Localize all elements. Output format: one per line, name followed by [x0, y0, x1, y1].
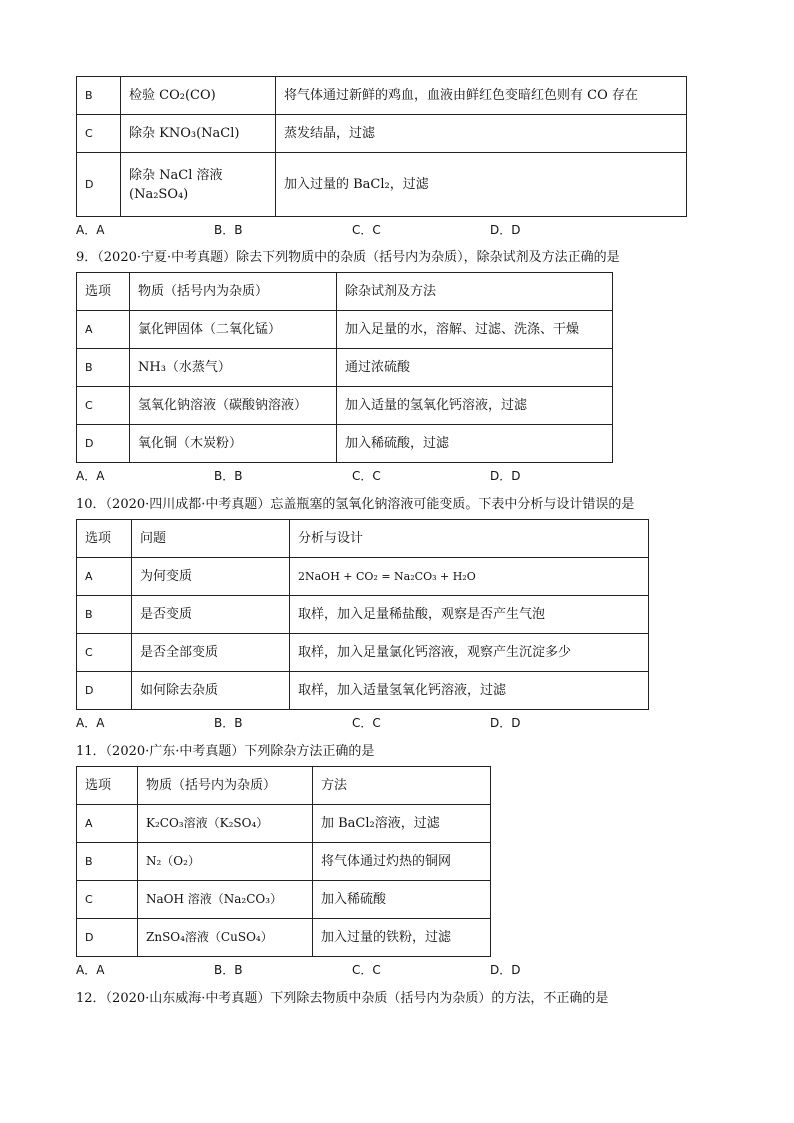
q9-table-block	[76, 272, 613, 463]
table-cell: 取样，加入适量氢氧化钙溶液，过滤	[290, 672, 649, 710]
table-cell: 加入稀硫酸，过滤	[337, 425, 613, 463]
option-c[interactable]: C．C	[352, 716, 381, 730]
table-header-cell: 物质（括号内为杂质）	[130, 273, 337, 311]
table-row	[77, 349, 613, 387]
table-cell: 将气体通过灼热的铜网	[313, 843, 491, 881]
table-header-cell: 物质（括号内为杂质）	[138, 767, 313, 805]
table-cell: 氧化铜（木炭粉）	[130, 425, 337, 463]
table-cell: 加入足量的水，溶解、过滤、洗涤、干燥	[337, 311, 613, 349]
table-header-cell: 方法	[313, 767, 491, 805]
table-cell: 氢氧化钠溶液（碳酸钠溶液）	[130, 387, 337, 425]
table-header-row	[77, 273, 613, 311]
table-cell: C	[77, 387, 130, 425]
option-b[interactable]: B．B	[214, 469, 243, 483]
table-row	[77, 843, 491, 881]
option-a[interactable]: A．A	[76, 469, 105, 483]
table-row	[77, 115, 687, 153]
option-c[interactable]: C．C	[352, 469, 381, 483]
table-cell: C	[77, 115, 121, 153]
option-a[interactable]: A．A	[76, 223, 105, 237]
table-cell: 通过浓硫酸	[337, 349, 613, 387]
option-d[interactable]: D．D	[490, 716, 521, 730]
table-header-cell: 选项	[77, 273, 130, 311]
q11-table-block	[76, 766, 491, 957]
table-cell: A	[77, 805, 138, 843]
option-c[interactable]: C．C	[352, 223, 381, 237]
table-cell: 检验 CO₂(CO)	[121, 77, 276, 115]
table-cell: NH₃（水蒸气）	[130, 349, 337, 387]
table-cell: 将气体通过新鲜的鸡血，血液由鲜红色变暗红色则有 CO 存在	[276, 77, 687, 115]
table-cell: 蒸发结晶，过滤	[276, 115, 687, 153]
table-header-cell: 选项	[77, 767, 138, 805]
table-row	[77, 596, 649, 634]
q10-table	[76, 519, 649, 710]
table-cell: B	[77, 596, 132, 634]
table-cell: B	[77, 843, 138, 881]
table-header-cell: 选项	[77, 520, 132, 558]
table-header-row	[77, 767, 491, 805]
table-header-cell: 分析与设计	[290, 520, 649, 558]
option-d[interactable]: D．D	[490, 963, 521, 977]
option-b[interactable]: B．B	[214, 223, 243, 237]
cell-line: (Na₂SO₄)	[129, 186, 189, 202]
table-cell: K₂CO₃溶液（K₂SO₄）	[138, 805, 313, 843]
table-row	[77, 77, 687, 115]
table-cell-multiline	[121, 153, 276, 217]
table-row	[77, 919, 491, 957]
table-cell: 氯化钾固体（二氧化锰）	[130, 311, 337, 349]
option-c[interactable]: C．C	[352, 963, 381, 977]
table-cell: 为何变质	[132, 558, 290, 596]
q11-stem: 11．（2020·广东·中考真题）下列除杂方法正确的是	[76, 744, 375, 759]
table-header-cell: 除杂试剂及方法	[337, 273, 613, 311]
table-row	[77, 634, 649, 672]
table-cell: 是否全部变质	[132, 634, 290, 672]
q11-options	[76, 961, 696, 977]
table-row	[77, 311, 613, 349]
option-d[interactable]: D．D	[490, 469, 521, 483]
table-cell: ZnSO₄溶液（CuSO₄）	[138, 919, 313, 957]
option-a[interactable]: A．A	[76, 716, 105, 730]
table-row	[77, 672, 649, 710]
table-cell: 加入适量的氢氧化钙溶液，过滤	[337, 387, 613, 425]
table-cell: C	[77, 634, 132, 672]
q10-options	[76, 714, 696, 730]
table-cell: 除杂 KNO₃(NaCl)	[121, 115, 276, 153]
table-cell: A	[77, 311, 130, 349]
table-cell: D	[77, 425, 130, 463]
cell-line: 除杂 NaCl 溶液	[129, 167, 223, 183]
table-cell: 加入稀硫酸	[313, 881, 491, 919]
q12-stem: 12．（2020·山东威海·中考真题）下列除去物质中杂质（括号内为杂质）的方法，不正确的是	[76, 991, 609, 1006]
table-cell: 取样，加入足量氯化钙溶液，观察产生沉淀多少	[290, 634, 649, 672]
option-a[interactable]: A．A	[76, 963, 105, 977]
table-row	[77, 881, 491, 919]
q8-table-block	[76, 76, 687, 217]
option-b[interactable]: B．B	[214, 963, 243, 977]
table-cell: D	[77, 153, 121, 217]
q9-table	[76, 272, 613, 463]
option-b[interactable]: B．B	[214, 716, 243, 730]
table-row	[77, 387, 613, 425]
q9-stem: 9．（2020·宁夏·中考真题）除去下列物质中的杂质（括号内为杂质），除杂试剂及方法正确的是	[76, 250, 620, 265]
table-cell: 是否变质	[132, 596, 290, 634]
table-cell: C	[77, 881, 138, 919]
table-header-cell: 问题	[132, 520, 290, 558]
table-cell: A	[77, 558, 132, 596]
q10-table-block	[76, 519, 649, 710]
q10-stem: 10．（2020·四川成都·中考真题）忘盖瓶塞的氢氧化钠溶液可能变质。下表中分析与设计错误的是	[76, 497, 635, 512]
table-header-row	[77, 520, 649, 558]
table-cell: N₂（O₂）	[138, 843, 313, 881]
q9-options	[76, 467, 696, 483]
table-cell: B	[77, 77, 121, 115]
table-row	[77, 153, 687, 217]
table-cell: 加入过量的 BaCl₂，过滤	[276, 153, 687, 217]
q8-table	[76, 76, 687, 217]
table-cell: 2NaOH + CO₂ = Na₂CO₃ + H₂O	[290, 558, 649, 596]
table-cell: B	[77, 349, 130, 387]
table-cell: NaOH 溶液（Na₂CO₃）	[138, 881, 313, 919]
table-row	[77, 425, 613, 463]
q11-table	[76, 766, 491, 957]
q8-options	[76, 221, 696, 237]
table-row	[77, 805, 491, 843]
table-cell: D	[77, 672, 132, 710]
table-cell: 加入过量的铁粉，过滤	[313, 919, 491, 957]
table-cell: 加 BaCl₂溶液，过滤	[313, 805, 491, 843]
option-d[interactable]: D．D	[490, 223, 521, 237]
table-cell: 如何除去杂质	[132, 672, 290, 710]
table-row	[77, 558, 649, 596]
table-cell: 取样，加入足量稀盐酸，观察是否产生气泡	[290, 596, 649, 634]
table-cell: D	[77, 919, 138, 957]
